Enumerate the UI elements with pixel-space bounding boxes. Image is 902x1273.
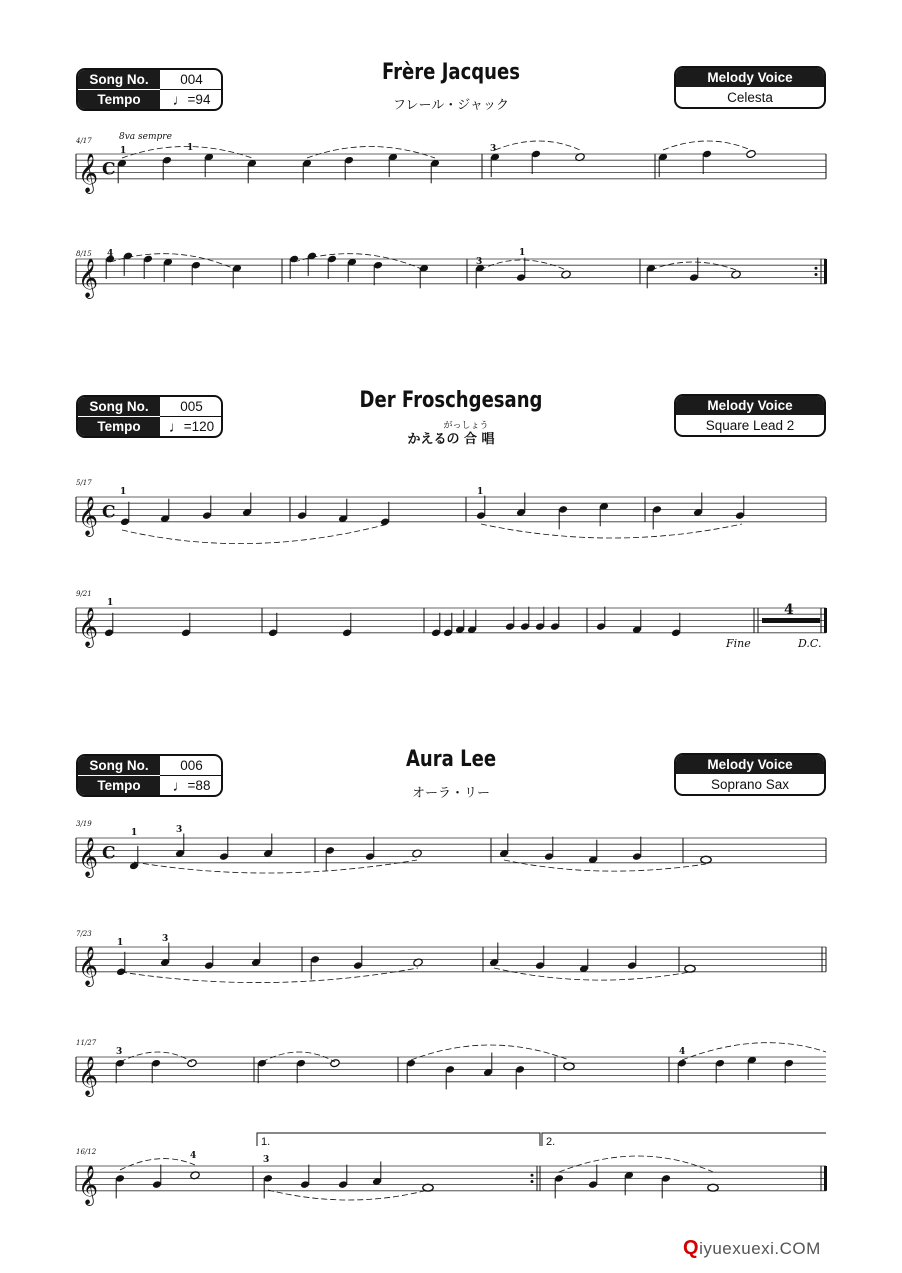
slur [559,1156,713,1172]
time-signature-c-icon: C [102,159,116,180]
time-signature-c-icon: C [102,843,116,864]
tempo-label: Tempo [78,776,160,795]
melody-voice-label: Melody Voice [676,755,824,774]
song-no-label: Song No. [78,397,160,416]
fingering: 3 [176,825,183,835]
song-subtitle: かえるの 合 唱 [407,432,495,447]
treble-clef-icon: 𝄞 [78,836,99,877]
final-barline [824,608,827,633]
treble-clef-icon: 𝄞 [78,606,99,647]
treble-clef-icon: 𝄞 [78,945,99,986]
fingering: 1 [120,487,127,497]
multirest-bar [762,618,820,623]
slur [651,262,736,270]
song-subtitle-ruby: がっしょう [443,421,489,431]
fingering: 1 [187,143,194,153]
fingering: 1 [131,828,138,838]
final-barline [824,1166,827,1191]
whole-note [708,1184,718,1191]
song-subtitle: フレール・ジャック [393,98,509,113]
tempo-label: Tempo [78,90,160,109]
song-no-label: Song No. [78,756,160,775]
measure-number: 16/12 [76,1148,97,1156]
slur [307,147,435,159]
slur [268,1190,428,1200]
whole-note [564,1063,574,1070]
melody-voice-label: Melody Voice [676,68,824,87]
repeat-dot [531,1180,534,1183]
final-barline [824,259,827,284]
half-note [187,1059,197,1068]
whole-note [423,1184,433,1191]
fingering: 4 [679,1047,686,1057]
slur [663,141,751,150]
song-no-label: Song No. [78,70,160,89]
fingering: 3 [490,144,497,154]
multirest-count: 4 [784,602,794,618]
fingering: 1 [519,248,526,258]
slur [411,1045,569,1060]
slur [481,524,742,538]
repeat-dot [815,273,818,276]
dc-marking: D.C. [798,637,822,650]
repeat-dot [815,267,818,270]
measure-number: 4/17 [76,137,92,145]
song-no-value: 005 [180,399,203,414]
whole-note [685,965,695,972]
slur [121,968,418,983]
quarter-note-icon: ♩ [172,92,188,109]
volta-1-bracket [257,1133,540,1146]
treble-clef-icon: 𝄞 [78,495,99,536]
melody-voice-label: Melody Voice [676,396,824,415]
quarter-note-icon: ♩ [172,778,188,795]
melody-voice-value: Soprano Sax [710,777,790,792]
fingering: 1 [477,487,484,497]
treble-clef-icon: 𝄞 [78,257,99,298]
volta-2-bracket [542,1133,826,1146]
fingering: 3 [476,257,483,267]
song-subtitle: オーラ・リー [411,786,490,801]
measure-number: 7/23 [76,930,92,938]
song-no-value: 006 [180,758,203,773]
volta-2-label: 2. [546,1136,556,1148]
time-signature-c-icon: C [102,502,116,523]
fingering: 4 [190,1151,197,1161]
melody-voice-value: Square Lead 2 [705,418,795,433]
song-title: Aura Lee [405,747,497,772]
slur [494,968,690,980]
treble-clef-icon: 𝄞 [78,1164,99,1205]
measure-number: 11/27 [76,1039,97,1047]
watermark-logo-q: Q [683,1237,700,1259]
treble-clef-icon: 𝄞 [78,1055,99,1096]
watermark-text: iyuexuexi.COM [699,1239,821,1258]
fingering: 1 [120,146,127,156]
fingering: 3 [162,934,169,944]
measure-number: 9/21 [76,590,92,598]
slur [495,141,580,150]
watermark [683,1237,821,1260]
measure-number: 5/17 [76,479,92,487]
tempo-value: ♩=88 [172,778,211,795]
slur [120,1159,195,1170]
measure-number: 8/15 [76,250,92,258]
song-no-value: 004 [180,72,203,87]
slur [504,860,706,871]
score-labels [75,132,821,1165]
quarter-note-icon: ♩ [168,419,184,436]
tempo-value: ♩=120 [168,419,215,436]
repeat-dot [531,1174,534,1177]
song-title: Der Froschgesang [359,388,543,413]
half-note [746,149,756,158]
slur [122,524,388,544]
tempo-label: Tempo [78,417,160,436]
slur [134,860,417,873]
fingering: 4 [107,249,114,259]
treble-clef-icon: 𝄞 [78,152,99,193]
measure-number: 3/19 [76,820,92,828]
ottava-marking: 8va sempre [119,132,172,142]
melody-voice-value: Celesta [727,90,773,105]
fingering: 1 [107,598,114,608]
fine-marking: Fine [726,637,751,650]
fingering: 3 [263,1155,270,1165]
tempo-value: ♩=94 [172,92,211,109]
song-title: Frère Jacques [381,60,521,85]
whole-note [701,856,711,863]
volta-1-label: 1. [261,1136,271,1148]
fingering: 1 [117,938,124,948]
fingering: 3 [116,1047,123,1057]
staves [76,141,827,1206]
